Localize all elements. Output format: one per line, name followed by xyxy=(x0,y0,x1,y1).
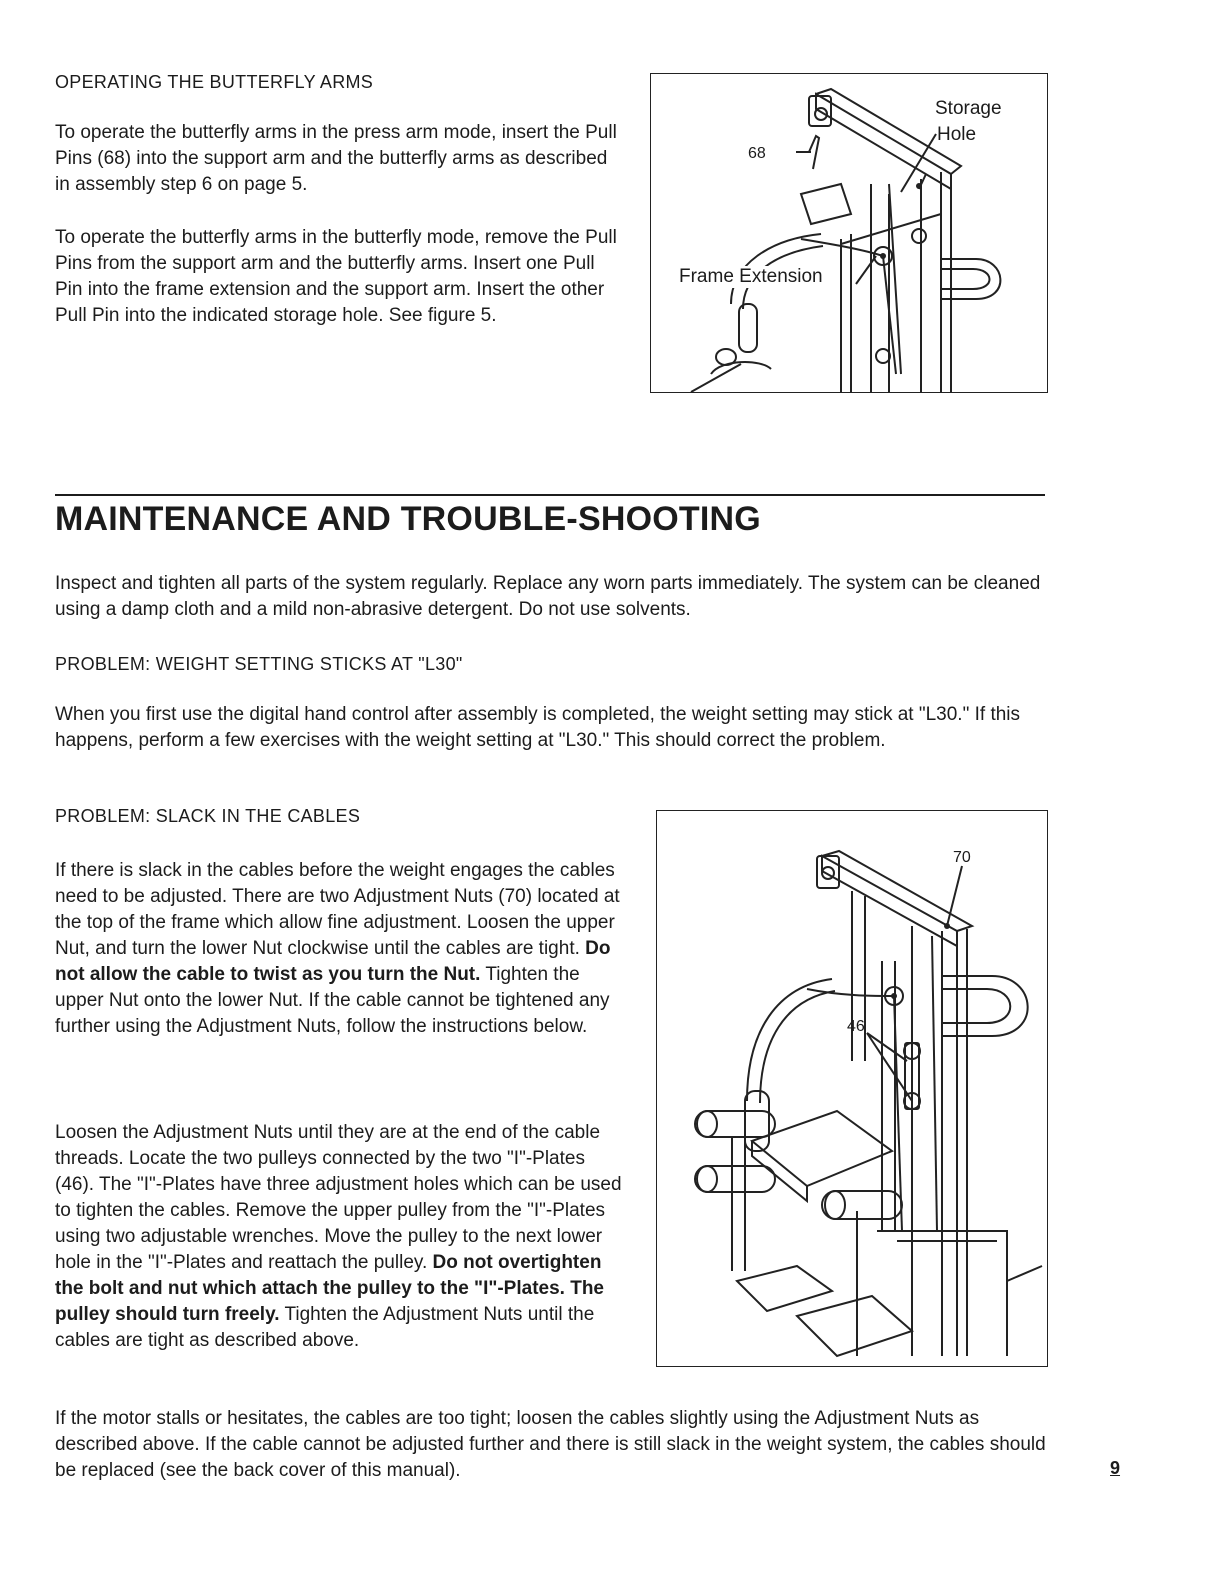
callout-68: 68 xyxy=(748,145,766,162)
figure-6-drawing xyxy=(657,811,1047,1366)
storage-label: Storage xyxy=(935,98,1002,119)
problem-2-para-2-text-b: Tighten the Adjustment Nuts until the cables are tight as described above. xyxy=(55,1304,595,1351)
problem-2-para-2 xyxy=(55,1120,625,1354)
figure-5-drawing xyxy=(651,74,1047,392)
figure-5-butterfly-pins xyxy=(650,73,1048,393)
closing-paragraph: If the motor stalls or hesitates, the cables are too tight; loosen the cables slightly using the Adjustment Nuts as described above. If the cable cannot be adjusted further and there is still slack in the weight system, the cables should be replaced (see the back cover of this manual). xyxy=(55,1408,1046,1481)
problem-2-heading: PROBLEM: SLACK IN THE CABLES xyxy=(55,806,361,826)
hole-label: Hole xyxy=(937,124,977,145)
maintenance-title: MAINTENANCE AND TROUBLE-SHOOTING xyxy=(55,500,761,538)
problem-2-para-2-text-a: Loosen the Adjustment Nuts until they are at the end of the cable threads. Locate the two pulleys connected by the two "I"-Plates (46). The "I"-Plates have three adjustment holes which can be used to tighten the cables. Remove the upper pulley from the "I"-Plates using two adjustable wrenches. Move the pulley to the next lower hole in the "I"-Plates and reattach the pulley. xyxy=(55,1122,622,1273)
section-rule xyxy=(55,494,1045,496)
problem-2-para-1-warning: Do not allow the cable to twist as you turn the Nut. xyxy=(55,938,611,985)
problem-2-para-1-text-a: If there is slack in the cables before the weight engages the cables need to be adjusted. There are two Adjustment Nuts (70) located at the top of the frame which allow fine adjustment. Loosen the upper Nut, and turn the lower Nut clockwise until the cables are tight. xyxy=(55,860,620,959)
problem-2-para-1-text-b: Tighten the upper Nut onto the lower Nut. If the cable cannot be tightened any further using the Adjustment Nuts, follow the instructions below. xyxy=(55,964,610,1037)
butterfly-para-2: To operate the butterfly arms in the butterfly mode, remove the Pull Pins from the support arm and the butterfly arms. Insert one Pull Pin into the frame extension and the support arm. Insert the other Pull Pin into the indicated storage hole. See figure 5. xyxy=(55,227,617,326)
problem-1-body: When you first use the digital hand control after assembly is completed, the weight setting may stick at "L30." If this happens, perform a few exercises with the weight setting at "L30." This should correct the problem. xyxy=(55,704,1021,751)
maintenance-intro: Inspect and tighten all parts of the system regularly. Replace any worn parts immediately. The system can be cleaned using a damp cloth and a mild non-abrasive detergent. Do not use solvents. xyxy=(55,573,1041,620)
problem-2-para-1 xyxy=(55,858,625,1040)
problem-1-heading: PROBLEM: WEIGHT SETTING STICKS AT "L30" xyxy=(55,654,463,674)
frame-extension-label: Frame Extension xyxy=(679,266,823,287)
page-number: 9 xyxy=(1110,1458,1121,1478)
butterfly-para-1: To operate the butterfly arms in the press arm mode, insert the Pull Pins (68) into the support arm and the butterfly arms as described in assembly step 6 on page 5. xyxy=(55,122,617,195)
problem-2-para-2-warning: Do not overtighten the bolt and nut which attach the pulley to the "I"-Plates. The pulley should turn freely. xyxy=(55,1252,604,1325)
figure-6-cable-adjustment xyxy=(656,810,1048,1367)
callout-46: 46 xyxy=(847,1018,865,1035)
callout-70: 70 xyxy=(953,849,971,866)
butterfly-heading: OPERATING THE BUTTERFLY ARMS xyxy=(55,72,374,92)
